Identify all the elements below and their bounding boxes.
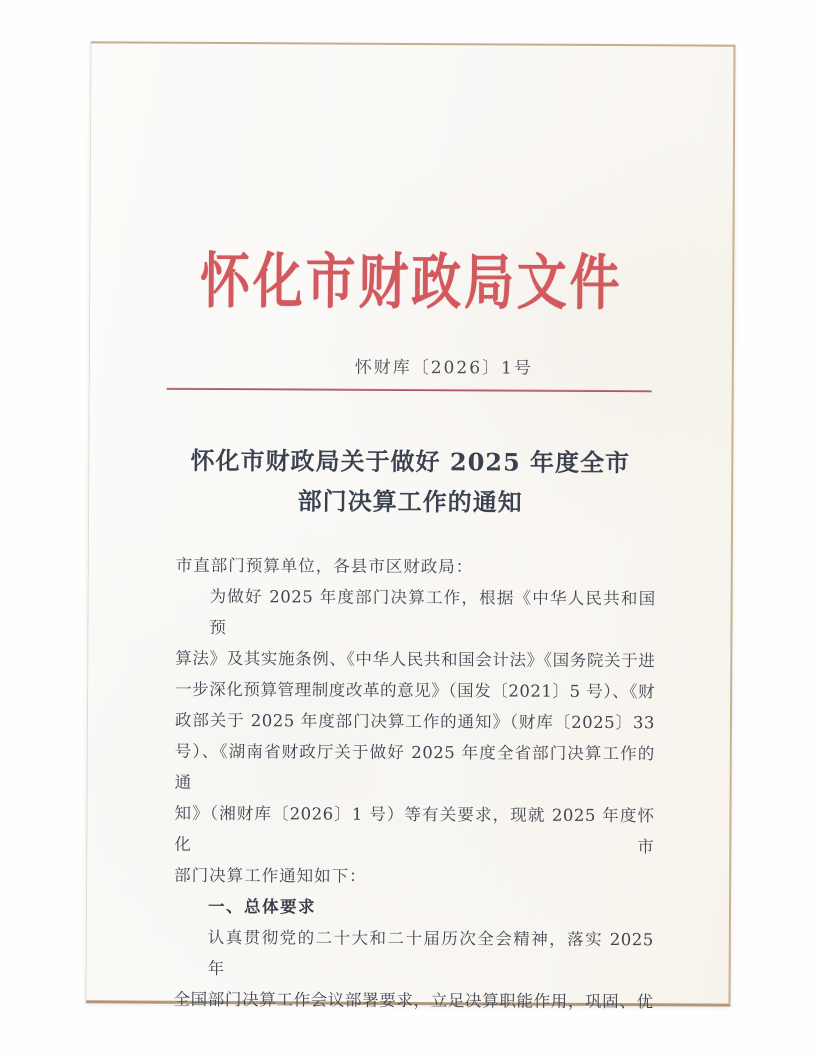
document-number: 怀财库〔2026〕1号 [354, 357, 533, 379]
body-line: 市直部门预算单位，各县市区财政局： [175, 555, 474, 577]
notice-title-line-2: 部门决算工作的通知 [297, 486, 523, 517]
body-line: 号）、《湖南省财政厅关于做好 2025 年度全省部门决算工作的通 [174, 741, 655, 792]
body-line: 为做好 2025 年度部门决算工作，根据《中华人民共和国预 [209, 586, 656, 638]
notice-title-line-1: 怀化市财政局关于做好 2025 年度全市 [190, 445, 631, 478]
issuer-header: 怀化市财政局文件 [199, 245, 623, 319]
body-line: 知》（湘财库〔2026〕1 号）等有关要求，现就 2025 年度怀化市 [174, 803, 655, 857]
body-line: 一步深化预算管理制度改革的意见》（国发〔2021〕5 号）、《财 [175, 679, 656, 702]
body-line: 部门决算工作通知如下： [174, 865, 367, 886]
body-line: 政部关于 2025 年度部门决算工作的通知》（财库〔2025〕33 [174, 710, 656, 733]
body-line: 认真贯彻党的二十大和二十届历次全会精神，落实 2025 年 [207, 927, 654, 979]
body-line: 算法》及其实施条例、《中华人民共和国会计法》《国务院关于进 [175, 648, 656, 671]
notice-title [89, 440, 731, 523]
body-line: 全国部门决算工作会议部署要求，立足决算职能作用，巩固、优 [173, 989, 654, 1012]
section-heading: 一、总体要求 [207, 896, 317, 917]
body-text [173, 550, 655, 1018]
red-separator-rule [167, 388, 652, 393]
document-page [85, 41, 735, 1012]
